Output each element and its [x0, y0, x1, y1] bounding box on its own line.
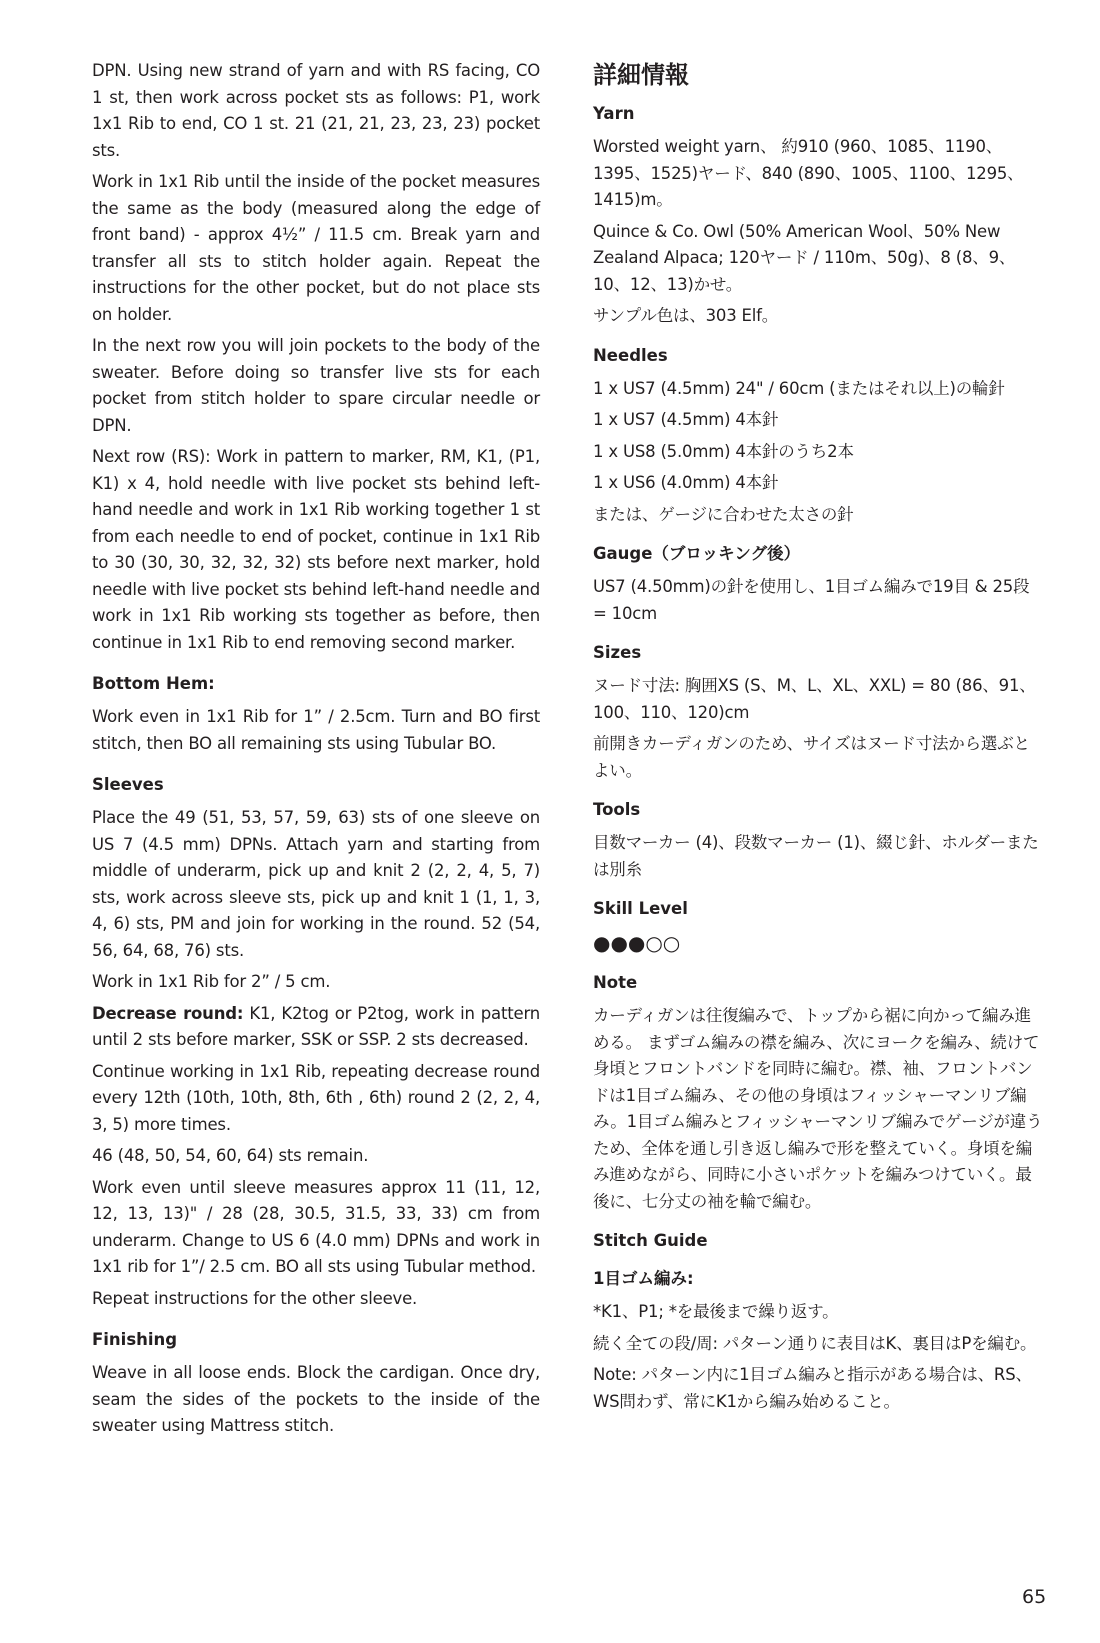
- rib-stitch-subheading: 1目ゴム編み:: [593, 1269, 694, 1288]
- yarn-paragraph: サンプル色は、303 Elf。: [593, 306, 779, 325]
- yarn-paragraph: Quince & Co. Owl (50% American Wool、50% New Zealand Alpaca; 120ヤード / 110m、50g)、8 (8、9、10、12、13)かせ。: [593, 221, 1016, 294]
- pocket-paragraph: DPN. Using new strand of yarn and with RS facing, CO 1 st, then work across pocket sts as follows: P1, work 1x1 Rib to end, CO 1 st. 21 (21, 21, 23, 23, 23) pocket sts.: [92, 61, 540, 160]
- needle-item: または、ゲージに合わせた太さの針: [593, 504, 854, 524]
- needle-item: 1 x US8 (5.0mm) 4本針のうち2本: [593, 441, 854, 461]
- tools-text: 目数マーカー (4)、段数マーカー (1)、綴じ針、ホルダーまたは別糸: [593, 833, 1039, 879]
- stitch-guide-paragraph: Note: パターン内に1目ゴム編みと指示がある場合は、RS、WS問わず、常にK1から編み始めること。: [593, 1365, 1032, 1411]
- details-title: 詳細情報: [593, 61, 689, 89]
- gauge-heading: Gauge（ブロッキング後）: [593, 544, 801, 563]
- decrease-round-label: Decrease round:: [92, 1003, 244, 1023]
- sizes-heading: Sizes: [593, 643, 642, 662]
- skill-level-dots: ●●●○○: [593, 931, 681, 955]
- bottom-hem-text: Work even in 1x1 Rib for 1” / 2.5cm. Turn and BO first stitch, then BO all remaining sts using Tubular BO.: [92, 707, 540, 753]
- note-text: カーディガンは往復編みで、トップから裾に向かって編み進める。 まずゴム編みの襟を編み、次にヨークを編み、続けて身頃とフロントバンドを同時に編む。襟、袖、フロントバンドは1目ゴム編み、その他の身頃はフィッシャーマンリブ編み。1目ゴム編みとフィッシャーマンリブ編みでゲージが違うため、全体を通し引き返し編みで形を整えていく。身頃を編み進めながら、同時に小さいポケットを編みつけていく。最後に、七分丈の袖を輪で編む。: [593, 1006, 1043, 1211]
- sleeves-heading: Sleeves: [92, 775, 164, 794]
- page-number: 65: [1022, 1586, 1047, 1608]
- pocket-paragraph: Next row (RS): Work in pattern to marker, RM, K1, (P1, K1) x 4, hold needle with live pocket sts behind left-hand needle and work in 1x1 Rib working together 1 st from each needle to end of pocket, continue in 1x1 Rib to 30 (30, 30, 32, 32, 32) sts before next marker, hold needle with live pocket sts behind left-hand needle and work in 1x1 Rib working sts together as before, then continue in 1x1 Rib to end removing second marker.: [92, 447, 540, 652]
- tools-heading: Tools: [593, 800, 641, 819]
- sleeves-paragraph: Work in 1x1 Rib for 2” / 5 cm.: [92, 972, 331, 991]
- needle-item: 1 x US6 (4.0mm) 4本針: [593, 473, 779, 492]
- stitch-guide-paragraph: *K1、P1; *を最後まで繰り返す。: [593, 1302, 839, 1321]
- sleeves-paragraph: Work even until sleeve measures approx 11 (11, 12, 12, 13, 13)" / 28 (28, 30.5, 31.5, 33, 33) cm from underarm. Change to US 6 (4.0 mm) DPNs and work in 1x1 rib for 1”/ 2.5 cm. BO all sts using Tubular method.: [92, 1177, 540, 1276]
- needle-item: 1 x US7 (4.5mm) 4本針: [593, 410, 779, 429]
- sleeves-paragraph: 46 (48, 50, 54, 60, 64) sts remain.: [92, 1146, 369, 1165]
- skill-level-heading: Skill Level: [593, 899, 688, 918]
- finishing-text: Weave in all loose ends. Block the cardigan. Once dry, seam the sides of the pockets to the inside of the sweater using Mattress stitch.: [92, 1363, 540, 1435]
- finishing-heading: Finishing: [92, 1330, 178, 1349]
- stitch-guide-paragraph: 続く全ての段/周: パターン通りに表目はK、裏目はPを編む。: [593, 1333, 1037, 1353]
- sizes-paragraph: ヌード寸法: 胸囲XS (S、M、L、XL、XXL) = 80 (86、91、100、110、120)cm: [593, 676, 1036, 722]
- sleeves-paragraph: Continue working in 1x1 Rib, repeating decrease round every 12th (10th, 10th, 8th, 6th , 6th) round 2 (2, 2, 4, 3, 5) more times.: [92, 1061, 540, 1134]
- pocket-paragraph: In the next row you will join pockets to the body of the sweater. Before doing so transfer live sts for each pocket from stitch holder to spare circular needle or DPN.: [92, 336, 540, 435]
- bottom-hem-heading: Bottom Hem:: [92, 674, 215, 693]
- right-column: [593, 58, 1043, 1420]
- yarn-paragraph: Worsted weight yarn、 約910 (960、1085、1190、1395、1525)ヤード、840 (890、1005、1100、1295、1415)m。: [593, 137, 1024, 209]
- stitch-guide-heading: Stitch Guide: [593, 1231, 708, 1250]
- decrease-round-text: K1, K2tog or P2tog, work in pattern until 2 sts before marker, SSK or SSP. 2 sts decreased.: [92, 1003, 541, 1049]
- sizes-paragraph: 前開きカーディガンのため、サイズはヌード寸法から選ぶとよい。: [593, 734, 1030, 780]
- decrease-round-paragraph: [92, 1001, 540, 1054]
- sleeves-paragraph: Place the 49 (51, 53, 57, 59, 63) sts of one sleeve on US 7 (4.5 mm) DPNs. Attach yarn and starting from middle of underarm, pick up and knit 2 (2, 2, 4, 5, 7) sts, work across sleeve sts, pick up and knit 1 (1, 1, 3, 4, 6) sts, PM and join for working in the round. 52 (54, 56, 64, 68, 76) sts.: [92, 808, 540, 960]
- yarn-heading: Yarn: [593, 104, 635, 123]
- left-column: [92, 58, 540, 1445]
- note-heading: Note: [593, 973, 638, 992]
- sleeves-paragraph: Repeat instructions for the other sleeve.: [92, 1288, 418, 1308]
- pocket-paragraph: Work in 1x1 Rib until the inside of the pocket measures the same as the body (measured along the edge of front band) - approx 4½” / 11.5 cm. Break yarn and transfer all sts to stitch holder again. Repeat the instructions for the other pocket, but do not place sts on holder.: [92, 172, 540, 324]
- needles-heading: Needles: [593, 345, 668, 365]
- needle-item: 1 x US7 (4.5mm) 24" / 60cm (またはそれ以上)の輪針: [593, 378, 1005, 398]
- gauge-text: US7 (4.50mm)の針を使用し、1目ゴム編みで19目 & 25段 = 10cm: [593, 577, 1030, 623]
